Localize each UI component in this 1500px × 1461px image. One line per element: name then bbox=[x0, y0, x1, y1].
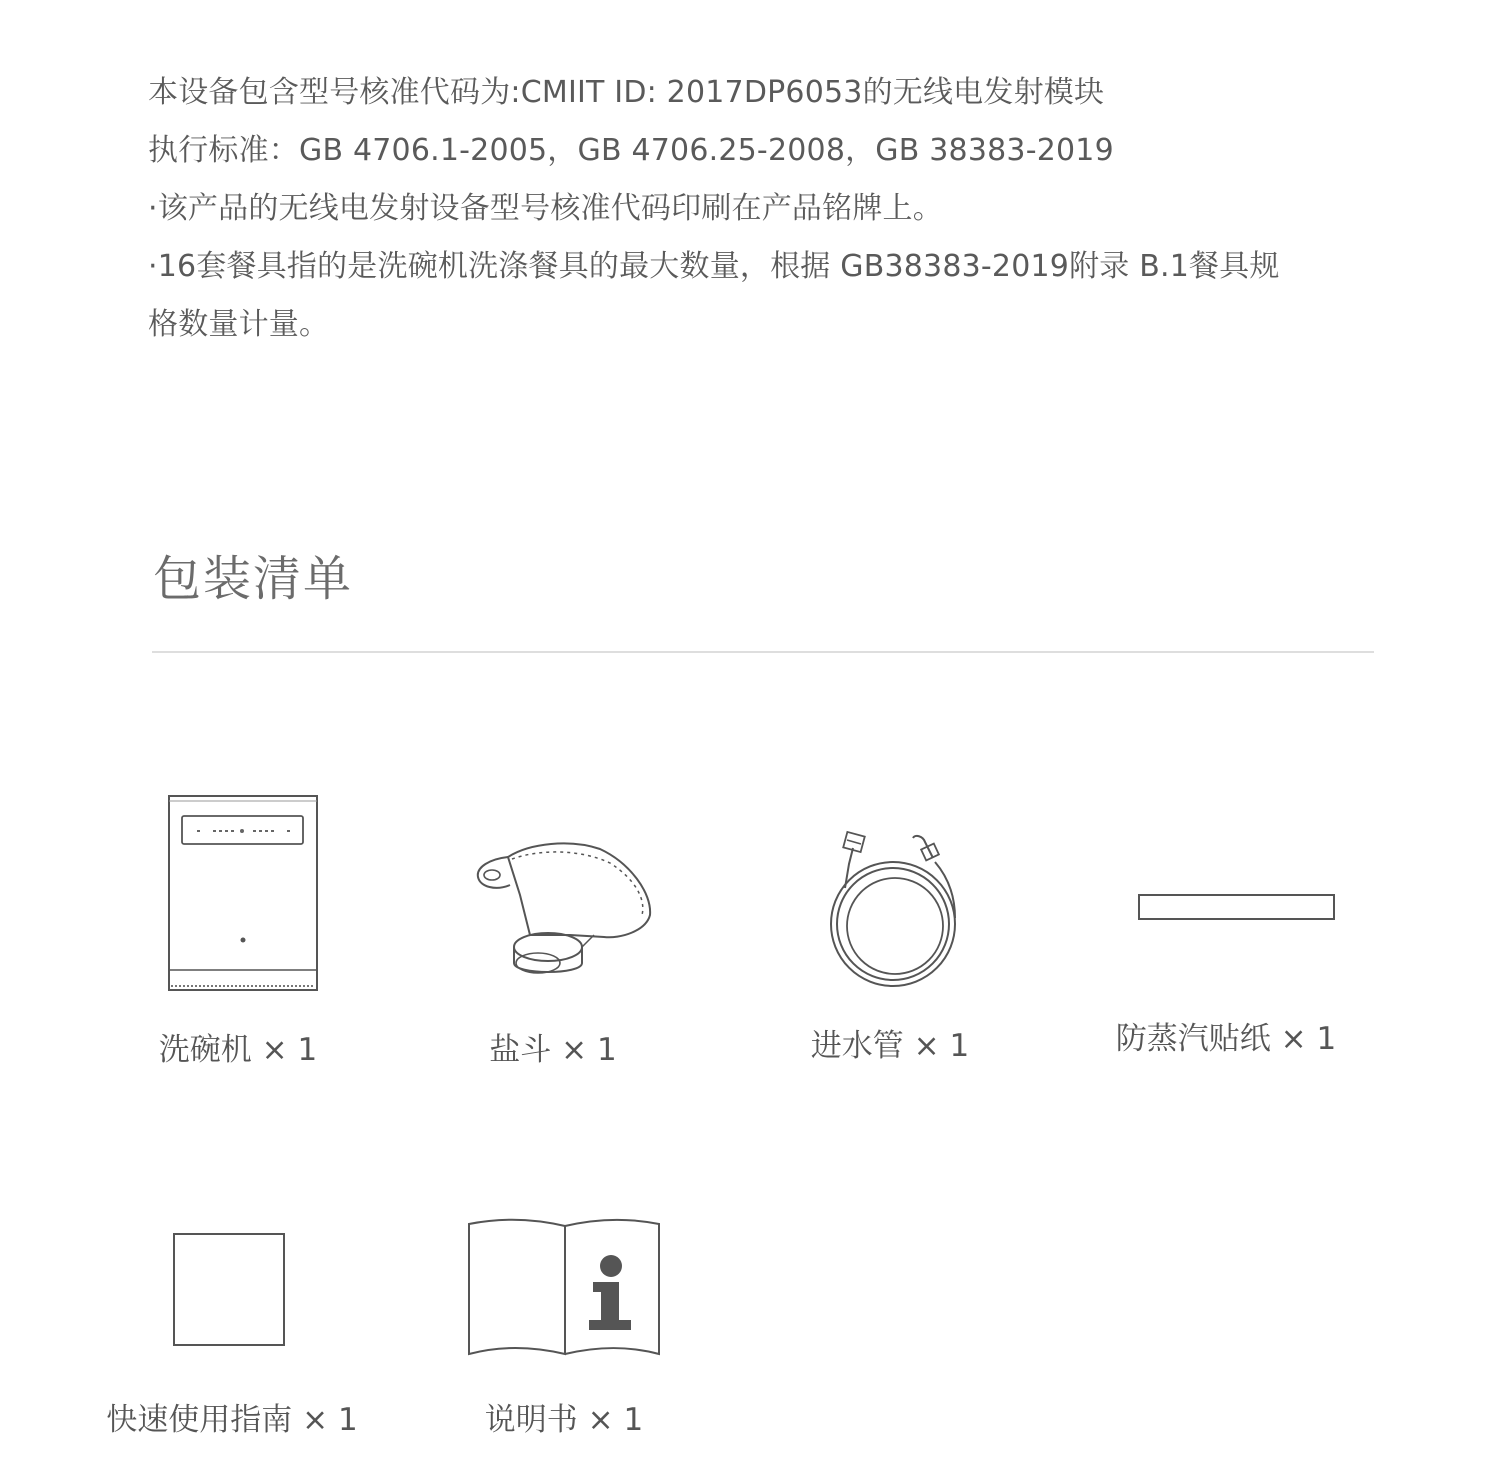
note-line-cmiit: 本设备包含型号核准代码为:CMIIT ID: 2017DP6053的无线电发射模块 bbox=[148, 75, 1105, 110]
packing-list-title: 包装清单 bbox=[153, 551, 354, 607]
item-label-quick-guide: 快速使用指南 × 1 bbox=[106, 1402, 358, 1438]
item-label-water-hose: 进水管 × 1 bbox=[810, 1028, 970, 1064]
note-line-tableware-cont: 格数量计量。 bbox=[148, 307, 330, 342]
note-line-tableware: ·16套餐具指的是洗碗机洗涤餐具的最大数量，根据 GB38383-2019附录 B.1餐具规 bbox=[148, 249, 1280, 284]
item-label-manual: 说明书 × 1 bbox=[484, 1402, 644, 1438]
section-divider bbox=[152, 651, 1374, 653]
dishwasher-icon bbox=[165, 792, 321, 994]
salt-funnel-icon bbox=[470, 835, 660, 985]
item-label-salt-funnel: 盐斗 × 1 bbox=[489, 1032, 617, 1068]
steam-sticker-icon bbox=[1136, 892, 1338, 924]
note-line-nameplate: ·该产品的无线电发射设备型号核准代码印刷在产品铭牌上。 bbox=[148, 191, 943, 226]
note-line-standards: 执行标准：GB 4706.1-2005，GB 4706.25-2008，GB 38383-2019 bbox=[148, 133, 1114, 168]
quick-guide-icon bbox=[170, 1230, 288, 1350]
notes-block bbox=[148, 64, 1378, 354]
manual-icon bbox=[465, 1216, 663, 1362]
item-label-steam-sticker: 防蒸汽贴纸 × 1 bbox=[1115, 1021, 1337, 1057]
water-hose-icon bbox=[815, 828, 975, 993]
item-label-dishwasher: 洗碗机 × 1 bbox=[158, 1032, 318, 1068]
